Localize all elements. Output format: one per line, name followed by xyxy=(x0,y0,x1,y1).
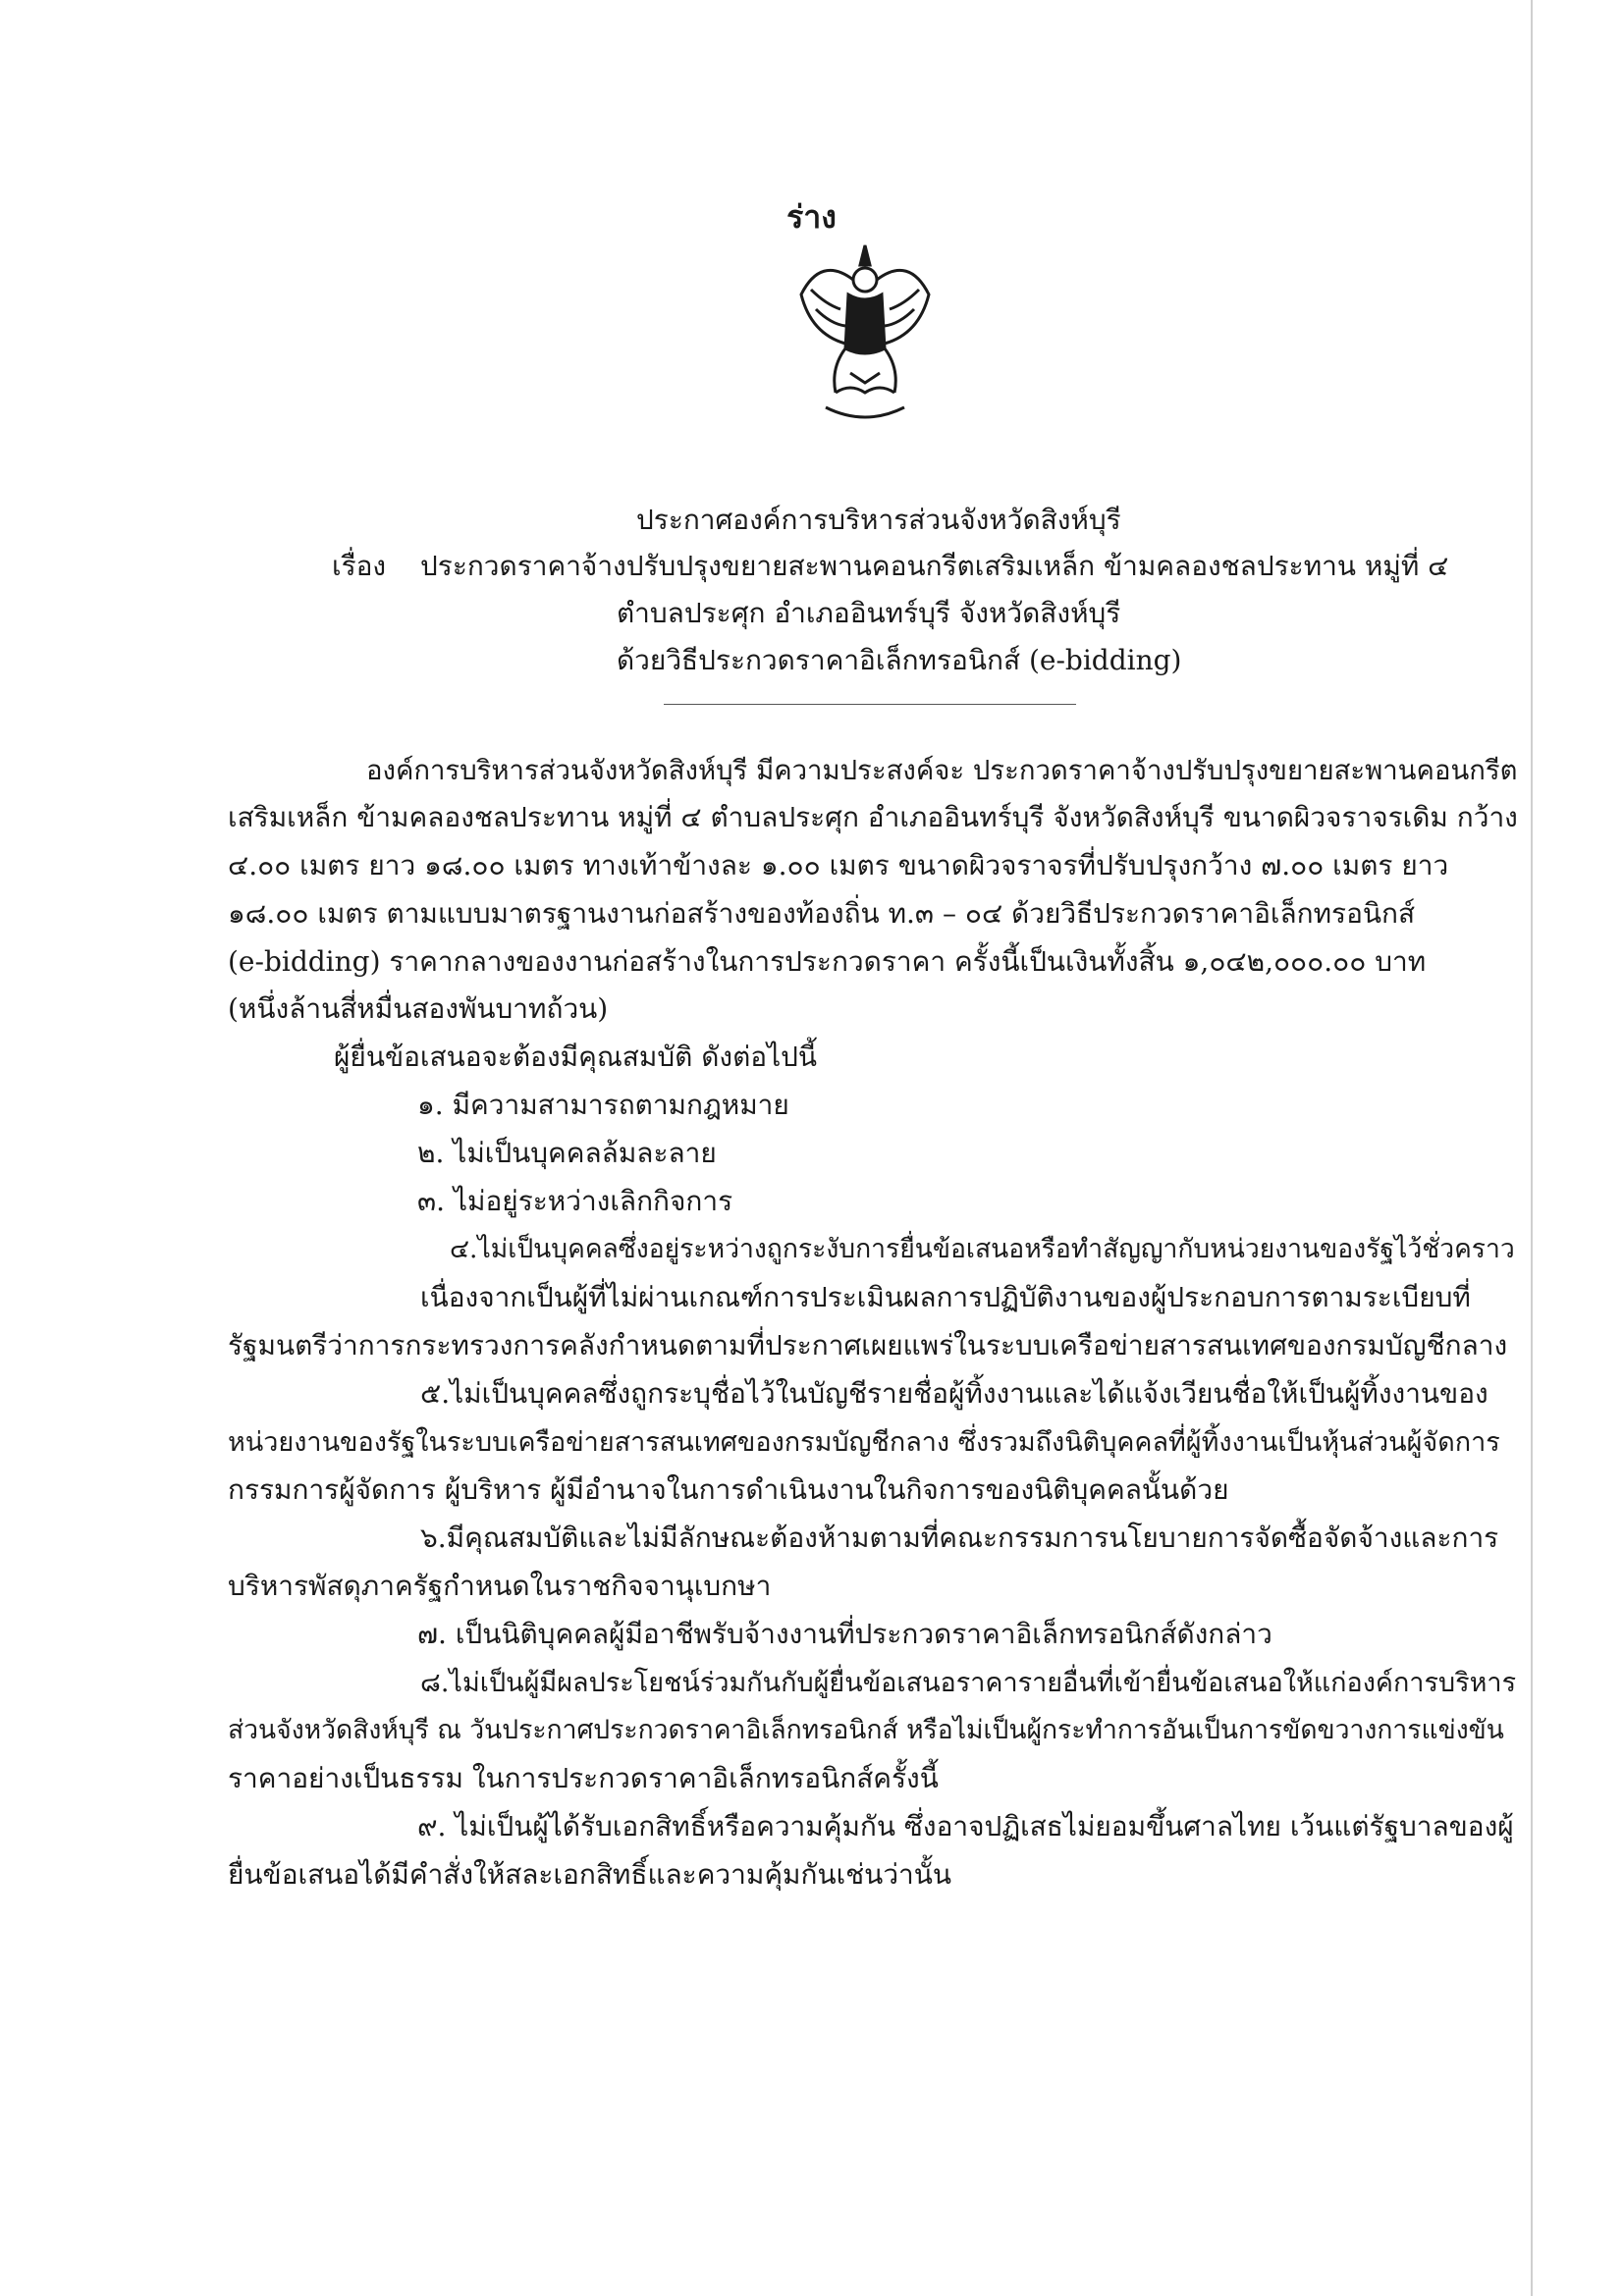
heading-subject-3: ด้วยวิธีประกวดราคาอิเล็กทรอนิกส์ (e-bidding) xyxy=(617,644,1182,676)
qualification-item: ๕.ไม่เป็นบุคคลซึ่งถูกระบุชื่อไว้ในบัญชีรายชื่อผู้ทิ้งงานและได้แจ้งเวียนชื่อให้เป็นผู้ทิ้งงานของ xyxy=(420,1377,1488,1410)
heading-subject-1: ประกวดราคาจ้างปรับปรุงขยายสะพานคอนกรีตเสริมเหล็ก ข้ามคลองชลประทาน หมู่ที่ ๔ xyxy=(420,550,1449,582)
qualification-item: ๒. ไม่เป็นบุคคลล้มละลาย xyxy=(417,1137,717,1169)
body-line-2: เสริมเหล็ก ข้ามคลองชลประทาน หมู่ที่ ๔ ตำบลประศุก อำเภออินทร์บุรี จังหวัดสิงห์บุรี ขนาดผิวจราจรเดิม กว้าง xyxy=(228,801,1518,833)
body-line-3: ๔.๐๐ เมตร ยาว ๑๘.๐๐ เมตร ทางเท้าข้างละ ๑.๐๐ เมตร ขนาดผิวจราจรที่ปรับปรุงกว้าง ๗.๐๐ เมตร ยาว xyxy=(228,849,1449,881)
qualification-item: ๑. มีความสามารถตามกฎหมาย xyxy=(417,1089,789,1121)
qualification-continuation: กรรมการผู้จัดการ ผู้บริหาร ผู้มีอำนาจในการดำเนินงานในกิจการของนิติบุคคลนั้นด้วย xyxy=(228,1473,1229,1506)
qualification-item: ๓. ไม่อยู่ระหว่างเลิกกิจการ xyxy=(417,1185,733,1217)
body-line-5: (e-bidding) ราคากลางของงานก่อสร้างในการประกวดราคา ครั้งนี้เป็นเงินทั้งสิ้น ๑,๐๔๒,๐๐๐.๐๐ บาท xyxy=(228,945,1427,978)
page-edge-divider xyxy=(1531,0,1533,2296)
garuda-emblem-icon xyxy=(791,236,939,432)
heading-underline xyxy=(664,704,1076,705)
draft-mark: ร่าง xyxy=(786,198,837,236)
qualification-continuation: ยื่นข้อเสนอได้มีคำสั่งให้สละเอกสิทธิ์และความคุ้มกันเช่นว่านั้น xyxy=(228,1858,952,1891)
body-line-4: ๑๘.๐๐ เมตร ตามแบบมาตรฐานงานก่อสร้างของท้องถิ่น ท.๓ – ๐๔ ด้วยวิธีประกวดราคาอิเล็กทรอนิกส์ xyxy=(228,897,1416,930)
heading-subject-label: เรื่อง xyxy=(332,550,387,582)
qualification-item: ๖.มีคุณสมบัติและไม่มีลักษณะต้องห้ามตามที่คณะกรรมการนโยบายการจัดซื้อจัดจ้างและการ xyxy=(420,1522,1499,1554)
qualification-continuation: บริหารพัสดุภาครัฐกำหนดในราชกิจจานุเบกษา xyxy=(228,1570,772,1602)
qualification-item: ๙. ไม่เป็นผู้ได้รับเอกสิทธิ์หรือความคุ้มกัน ซึ่งอาจปฏิเสธไม่ยอมขึ้นศาลไทย เว้นแต่รัฐบาลของผู้ xyxy=(417,1810,1514,1842)
qualification-continuation: หน่วยงานของรัฐในระบบเครือข่ายสารสนเทศของกรมบัญชีกลาง ซึ่งรวมถึงนิติบุคคลที่ผู้ทิ้งงานเป็นหุ้นส่วนผู้จัดการ xyxy=(228,1427,1500,1458)
heading-org: ประกาศองค์การบริหารส่วนจังหวัดสิงห์บุรี xyxy=(636,504,1121,536)
body-line-6: (หนึ่งล้านสี่หมื่นสองพันบาทถ้วน) xyxy=(228,992,609,1025)
qualification-item: ๔.ไม่เป็นบุคคลซึ่งอยู่ระหว่างถูกระงับการยื่นข้อเสนอหรือทำสัญญากับหน่วยงานของรัฐไว้ชั่วคราว xyxy=(450,1234,1515,1264)
qualification-continuation: ส่วนจังหวัดสิงห์บุรี ณ วันประกาศประกวดราคาอิเล็กทรอนิกส์ หรือไม่เป็นผู้กระทำการอันเป็นการขัดขวางการแข่งขัน xyxy=(228,1715,1504,1745)
qualifications-intro: ผู้ยื่นข้อเสนอจะต้องมีคุณสมบัติ ดังต่อไปนี้ xyxy=(334,1041,818,1073)
body-line-1: องค์การบริหารส่วนจังหวัดสิงห์บุรี มีความประสงค์จะ ประกวดราคาจ้างปรับปรุงขยายสะพานคอนกรีต xyxy=(366,755,1518,786)
heading-subject-2: ตำบลประศุก อำเภออินทร์บุรี จังหวัดสิงห์บุรี xyxy=(617,597,1121,629)
qualification-continuation: เนื่องจากเป็นผู้ที่ไม่ผ่านเกณฑ์การประเมินผลการปฏิบัติงานของผู้ประกอบการตามระเบียบที่ xyxy=(420,1281,1471,1313)
qualification-item: ๘.ไม่เป็นผู้มีผลประโยชน์ร่วมกันกับผู้ยื่นข้อเสนอราคารายอื่นที่เข้ายื่นข้อเสนอให้แก่องค์การบริหาร xyxy=(420,1668,1517,1698)
qualification-continuation: ราคาอย่างเป็นธรรม ในการประกวดราคาอิเล็กทรอนิกส์ครั้งนี้ xyxy=(228,1762,939,1794)
qualification-continuation: รัฐมนตรีว่าการกระทรวงการคลังกำหนดตามที่ประกาศเผยแพร่ในระบบเครือข่ายสารสนเทศของกรมบัญชีกลาง xyxy=(228,1329,1508,1362)
qualification-item: ๗. เป็นนิติบุคคลผู้มีอาชีพรับจ้างงานที่ประกวดราคาอิเล็กทรอนิกส์ดังกล่าว xyxy=(417,1618,1272,1650)
